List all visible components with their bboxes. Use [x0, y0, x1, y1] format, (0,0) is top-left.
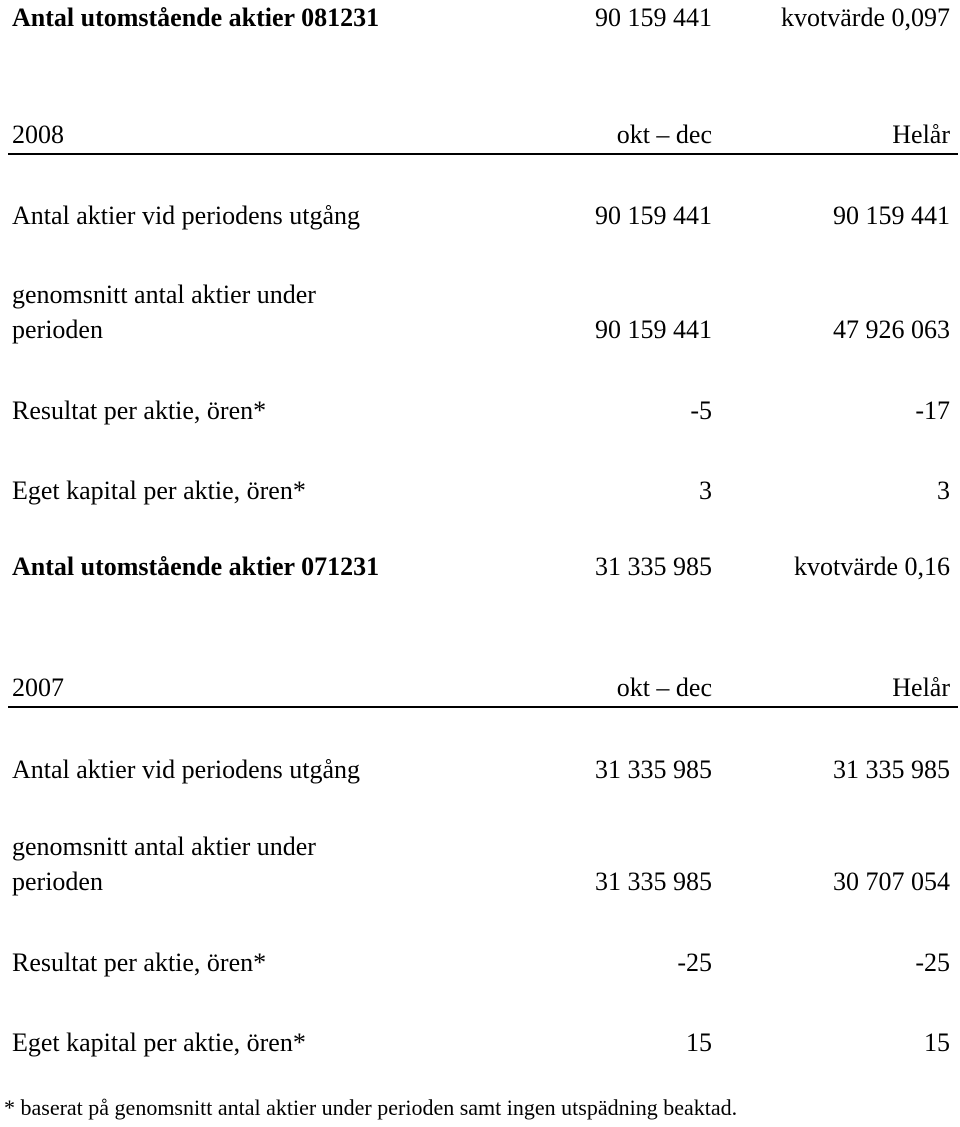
row-full-year-value: 15	[924, 1028, 950, 1057]
quota-value: kvotvärde 0,16	[794, 552, 950, 581]
row-period-value: 90 159 441	[595, 201, 712, 230]
row-label: Antal aktier vid periodens utgång	[12, 201, 361, 230]
row-full-year-value: 31 335 985	[833, 755, 950, 784]
row-full-year-value: 3	[937, 476, 950, 505]
row-full-year-value: 30 707 054	[833, 867, 950, 896]
row-label: Eget kapital per aktie, ören*	[12, 476, 306, 505]
row-full-year-value: -25	[915, 948, 950, 977]
row-label: Eget kapital per aktie, ören*	[12, 1028, 306, 1057]
quota-value: kvotvärde 0,097	[781, 3, 950, 32]
shares-outstanding-value: 90 159 441	[595, 3, 712, 32]
row-period-value: 90 159 441	[595, 315, 712, 344]
column-header-period: okt – dec	[616, 120, 712, 149]
column-header-full-year: Helår	[892, 120, 950, 149]
row-label-continued: perioden	[12, 867, 103, 896]
row-label: genomsnitt antal aktier under	[12, 280, 316, 309]
shares-outstanding-label: Antal utomstående aktier 071231	[12, 552, 380, 581]
row-period-value: 3	[699, 476, 712, 505]
column-header-period: okt – dec	[616, 673, 712, 702]
row-full-year-value: -17	[915, 396, 950, 425]
row-full-year-value: 47 926 063	[833, 315, 950, 344]
row-period-value: 31 335 985	[595, 755, 712, 784]
row-label: Antal aktier vid periodens utgång	[12, 755, 361, 784]
row-period-value: -5	[690, 396, 712, 425]
row-full-year-value: 90 159 441	[833, 201, 950, 230]
year-heading: 2007	[12, 673, 64, 702]
footnote: * baserat på genomsnitt antal aktier under perioden samt ingen utspädning beaktad.	[4, 1095, 738, 1120]
shares-outstanding-label: Antal utomstående aktier 081231	[12, 3, 380, 32]
header-divider	[8, 153, 958, 155]
column-header-full-year: Helår	[892, 673, 950, 702]
row-label: genomsnitt antal aktier under	[12, 832, 316, 861]
row-period-value: -25	[677, 948, 712, 977]
row-label-continued: perioden	[12, 315, 103, 344]
row-period-value: 15	[686, 1028, 712, 1057]
year-heading: 2008	[12, 120, 64, 149]
row-label: Resultat per aktie, ören*	[12, 396, 267, 425]
row-period-value: 31 335 985	[595, 867, 712, 896]
row-label: Resultat per aktie, ören*	[12, 948, 267, 977]
header-divider	[8, 706, 958, 708]
shares-outstanding-value: 31 335 985	[595, 552, 712, 581]
